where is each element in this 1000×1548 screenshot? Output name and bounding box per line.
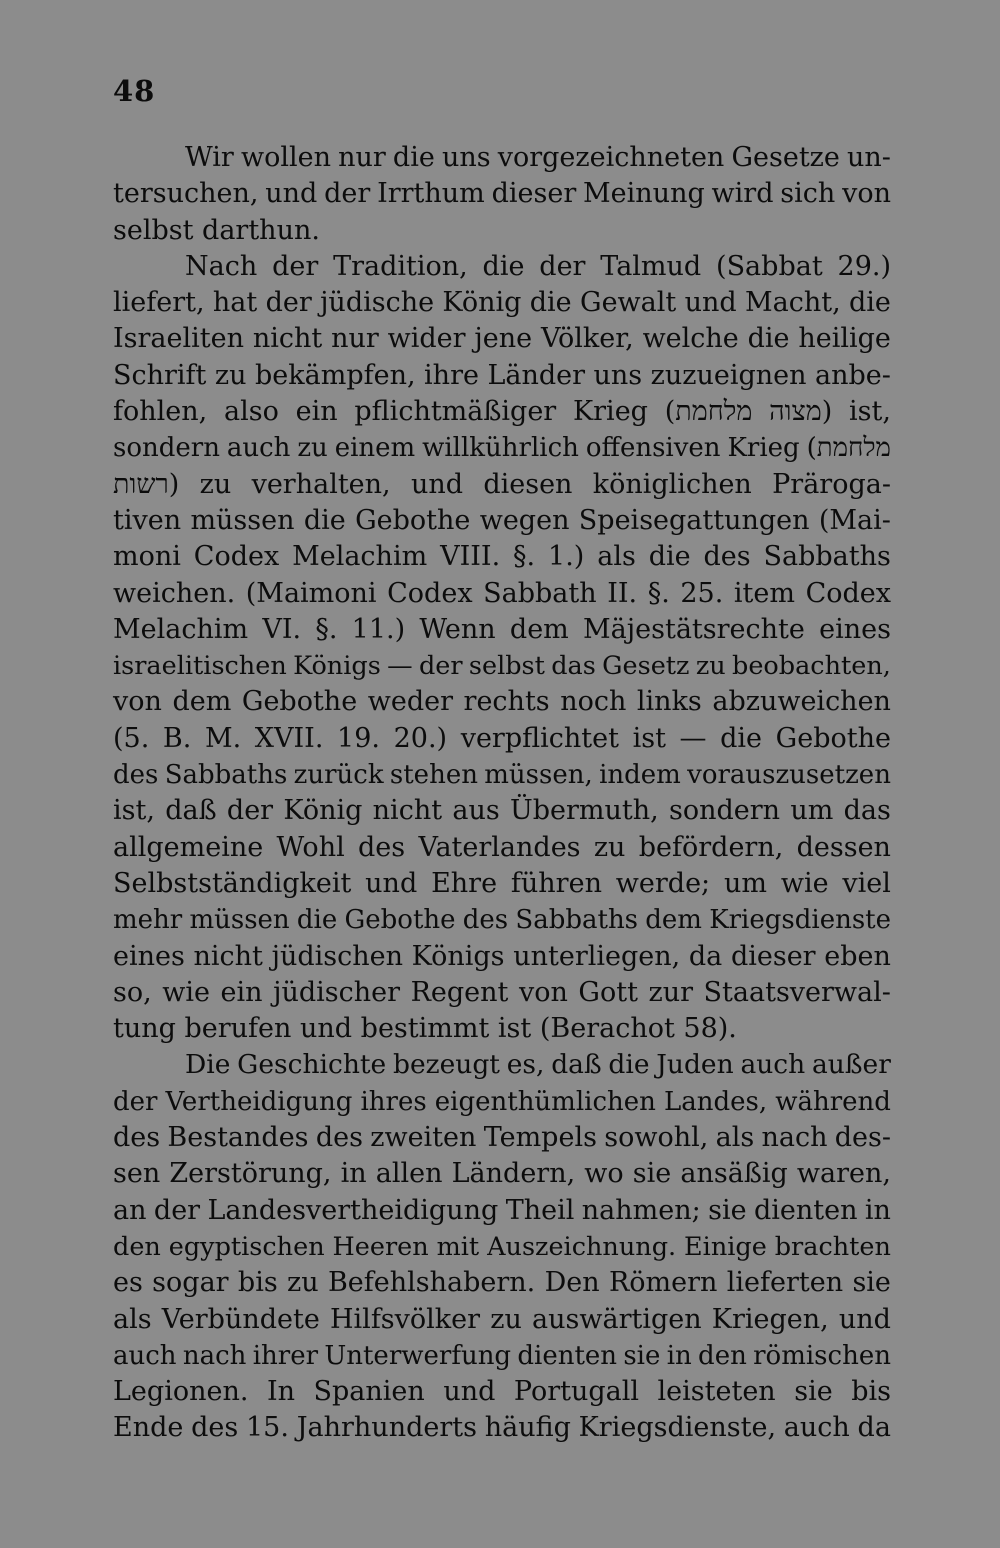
text-line: Melachim VI. §. 11.) Wenn dem Mäjestätsrechte eines: [113, 613, 891, 645]
text-line: Israeliten nicht nur wider jene Völker, welche die heilige: [113, 323, 891, 355]
text-line: (5. B. M. XVII. 19. 20.) verpflichtet ist — die Gebothe: [113, 722, 891, 754]
text-line: eines nicht jüdischen Königs unterliegen, da dieser eben: [113, 940, 891, 972]
text-line: allgemeine Wohl des Vaterlandes zu befördern, dessen: [113, 831, 891, 863]
text-line: der Vertheidigung ihres eigenthümlichen Landes, während: [113, 1086, 891, 1117]
text-line: ist, daß der König nicht aus Übermuth, sondern um das: [113, 795, 891, 827]
text-line: den egyptischen Heeren mit Auszeichnung. Einige brachten: [113, 1231, 891, 1262]
text-line: weichen. (Maimoni Codex Sabbath II. §. 25. item Codex: [113, 577, 891, 609]
text-line: Schrift zu bekämpfen, ihre Länder uns zuzueignen anbe-: [113, 359, 891, 391]
text-line: Wir wollen nur die uns vorgezeichneten Gesetze un-: [185, 142, 891, 173]
text-line: sen Zerstörung, in allen Ländern, wo sie ansäßig waren,: [113, 1158, 891, 1190]
text-line: tiven müssen die Gebothe wegen Speisegattungen (Mai-: [113, 504, 891, 536]
text-line: tersuchen, und der Irrthum dieser Meinung wird sich von: [113, 178, 891, 210]
text-line: an der Landesvertheidigung Theil nahmen; sie dienten in: [113, 1194, 891, 1226]
text-line: Die Geschichte bezeugt es, daß die Juden auch außer: [185, 1049, 891, 1081]
text-line: רשות) zu verhalten, und diesen königlichen Präroga-: [113, 468, 891, 500]
text-line: als Verbündete Hilfsvölker zu auswärtigen Kriegen, und: [113, 1303, 891, 1335]
text-line: Legionen. In Spanien und Portugall leisteten sie bis: [113, 1376, 891, 1408]
text-line: fohlen, also ein pflichtmäßiger Krieg (מלחמת מצוה) ist,: [113, 396, 891, 428]
text-line: es sogar bis zu Befehlshabern. Den Römern lieferten sie: [113, 1267, 891, 1299]
text-line: mehr müssen die Gebothe des Sabbaths dem Kriegsdienste: [113, 905, 891, 936]
text-line: liefert, hat der jüdische König die Gewalt und Macht, die: [113, 287, 891, 319]
text-line: von dem Gebothe weder rechts noch links abzuweichen: [113, 686, 891, 718]
text-line: Selbstständigkeit und Ehre führen werde; um wie viel: [113, 867, 891, 899]
text-line: moni Codex Melachim VIII. §. 1.) als die des Sabbaths: [113, 541, 891, 573]
body-text: [113, 140, 891, 1447]
text-line: Ende des 15. Jahrhunderts häufig Kriegsdienste, auch da: [113, 1412, 891, 1444]
page-number: 48: [113, 74, 156, 108]
text-line: des Bestandes des zweiten Tempels sowohl, als nach des-: [113, 1122, 891, 1154]
text-line: Nach der Tradition, die der Talmud (Sabbat 29.): [185, 250, 891, 282]
text-line: sondern auch zu einem willkührlich offensiven Krieg (מלחמת: [113, 433, 891, 464]
text-line: tung berufen und bestimmt ist (Berachot 58).: [113, 1013, 737, 1045]
text-line: selbst darthun.: [113, 214, 320, 246]
text-line: so, wie ein jüdischer Regent von Gott zur Staatsverwal-: [113, 976, 891, 1008]
text-line: auch nach ihrer Unterwerfung dienten sie in den römischen: [113, 1340, 891, 1371]
text-line: israelitischen Königs — der selbst das Gesetz zu beobachten,: [113, 651, 891, 682]
text-line: des Sabbaths zurück stehen müssen, indem vorauszusetzen: [113, 760, 891, 791]
